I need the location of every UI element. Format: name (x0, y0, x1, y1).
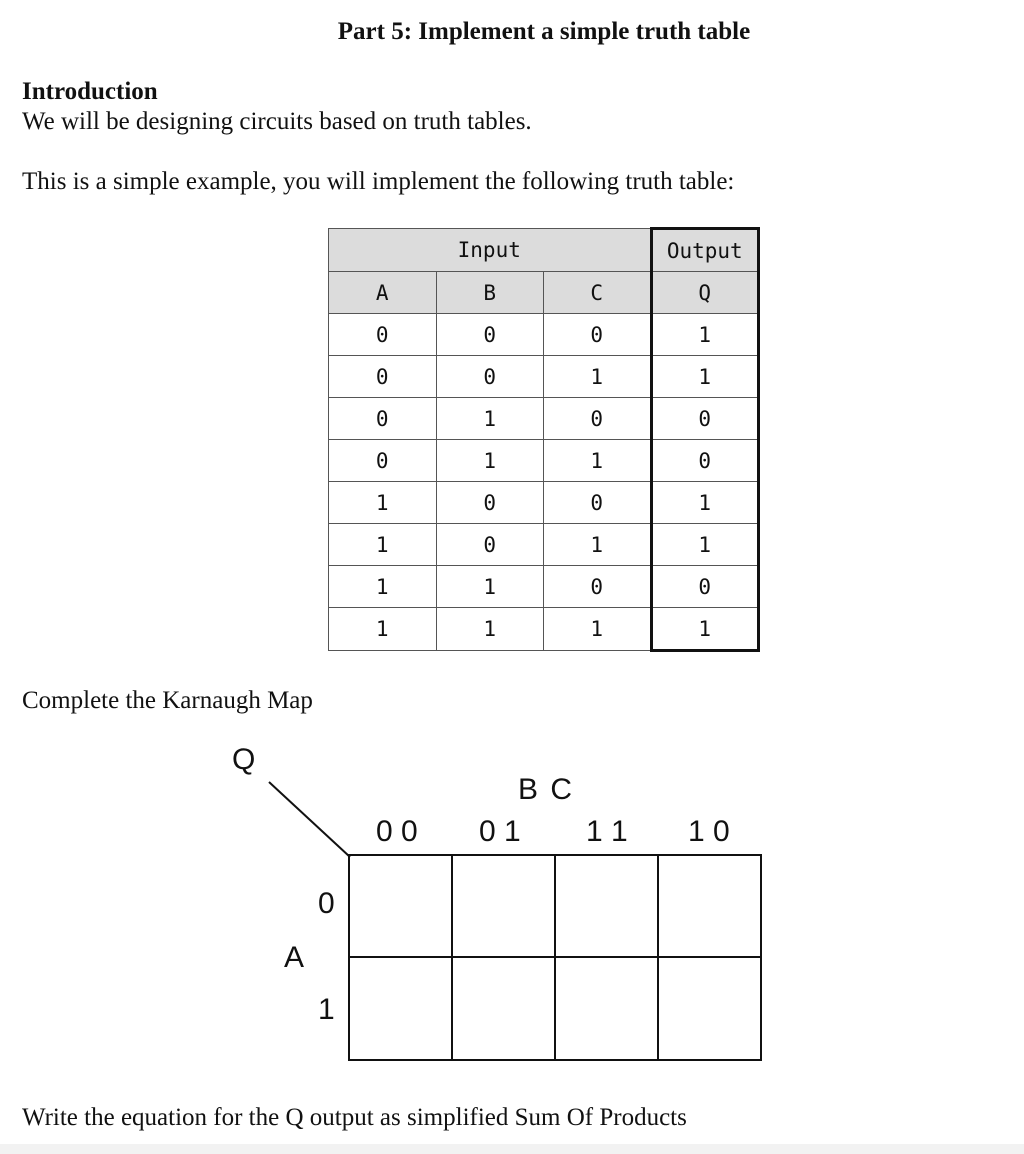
kmap-column-header-11: 1 1 (586, 815, 628, 848)
cell-b: 0 (436, 314, 544, 356)
kmap-column-variables: B C (518, 773, 575, 806)
kmap-row-header-1: 1 (318, 993, 335, 1026)
kmap-cell-a0-bc01[interactable] (453, 856, 556, 959)
cell-a: 1 (329, 524, 437, 566)
kmap-column-header-00: 0 0 (376, 815, 418, 848)
example-instruction: This is a simple example, you will implement the following truth table: (22, 168, 735, 195)
kmap-corner-diagonal (269, 782, 350, 857)
cell-q: 1 (651, 524, 759, 566)
cell-a: 0 (329, 314, 437, 356)
cell-q: 1 (651, 608, 759, 651)
kmap-cell-a0-bc10[interactable] (659, 856, 762, 959)
cell-q: 0 (651, 440, 759, 482)
cell-q: 1 (651, 482, 759, 524)
cell-c: 1 (544, 356, 652, 398)
cell-b: 1 (436, 608, 544, 651)
introduction-text: We will be designing circuits based on truth tables. (22, 108, 532, 135)
cell-c: 1 (544, 524, 652, 566)
column-header-q: Q (651, 272, 759, 314)
kmap-cell-a1-bc11[interactable] (556, 958, 659, 1061)
kmap-corner-label: Q (232, 743, 256, 776)
cell-a: 0 (329, 356, 437, 398)
cell-c: 0 (544, 566, 652, 608)
kmap-row-header-0: 0 (318, 887, 335, 920)
page-title: Part 5: Implement a simple truth table (337, 18, 751, 45)
kmap-cell-a1-bc10[interactable] (659, 958, 762, 1061)
cell-q: 1 (651, 314, 759, 356)
sop-equation-prompt: Write the equation for the Q output as simplified Sum Of Products (22, 1104, 687, 1131)
cell-c: 0 (544, 314, 652, 356)
cell-a: 1 (329, 608, 437, 651)
cell-a: 1 (329, 482, 437, 524)
kmap-row-variable: A (284, 941, 305, 974)
cell-c: 0 (544, 398, 652, 440)
kmap-cell-a1-bc01[interactable] (453, 958, 556, 1061)
bottom-divider (0, 1144, 1024, 1154)
column-header-c: C (544, 272, 652, 314)
input-group-header: Input (329, 229, 652, 272)
output-group-header: Output (651, 229, 759, 272)
cell-b: 1 (436, 398, 544, 440)
cell-b: 1 (436, 440, 544, 482)
kmap-prompt: Complete the Karnaugh Map (22, 687, 313, 714)
column-header-b: B (436, 272, 544, 314)
cell-a: 0 (329, 440, 437, 482)
cell-b: 0 (436, 482, 544, 524)
kmap-cell-a0-bc11[interactable] (556, 856, 659, 959)
cell-b: 0 (436, 524, 544, 566)
cell-c: 1 (544, 608, 652, 651)
cell-b: 0 (436, 356, 544, 398)
cell-q: 0 (651, 398, 759, 440)
kmap-column-header-01: 0 1 (479, 815, 521, 848)
kmap-cell-a0-bc00[interactable] (350, 856, 453, 959)
cell-b: 1 (436, 566, 544, 608)
cell-a: 1 (329, 566, 437, 608)
introduction-heading: Introduction (22, 78, 158, 105)
cell-c: 0 (544, 482, 652, 524)
cell-a: 0 (329, 398, 437, 440)
cell-q: 1 (651, 356, 759, 398)
column-header-a: A (329, 272, 437, 314)
kmap-column-header-10: 1 0 (688, 815, 730, 848)
cell-c: 1 (544, 440, 652, 482)
kmap-cell-a1-bc00[interactable] (350, 958, 453, 1061)
cell-q: 0 (651, 566, 759, 608)
